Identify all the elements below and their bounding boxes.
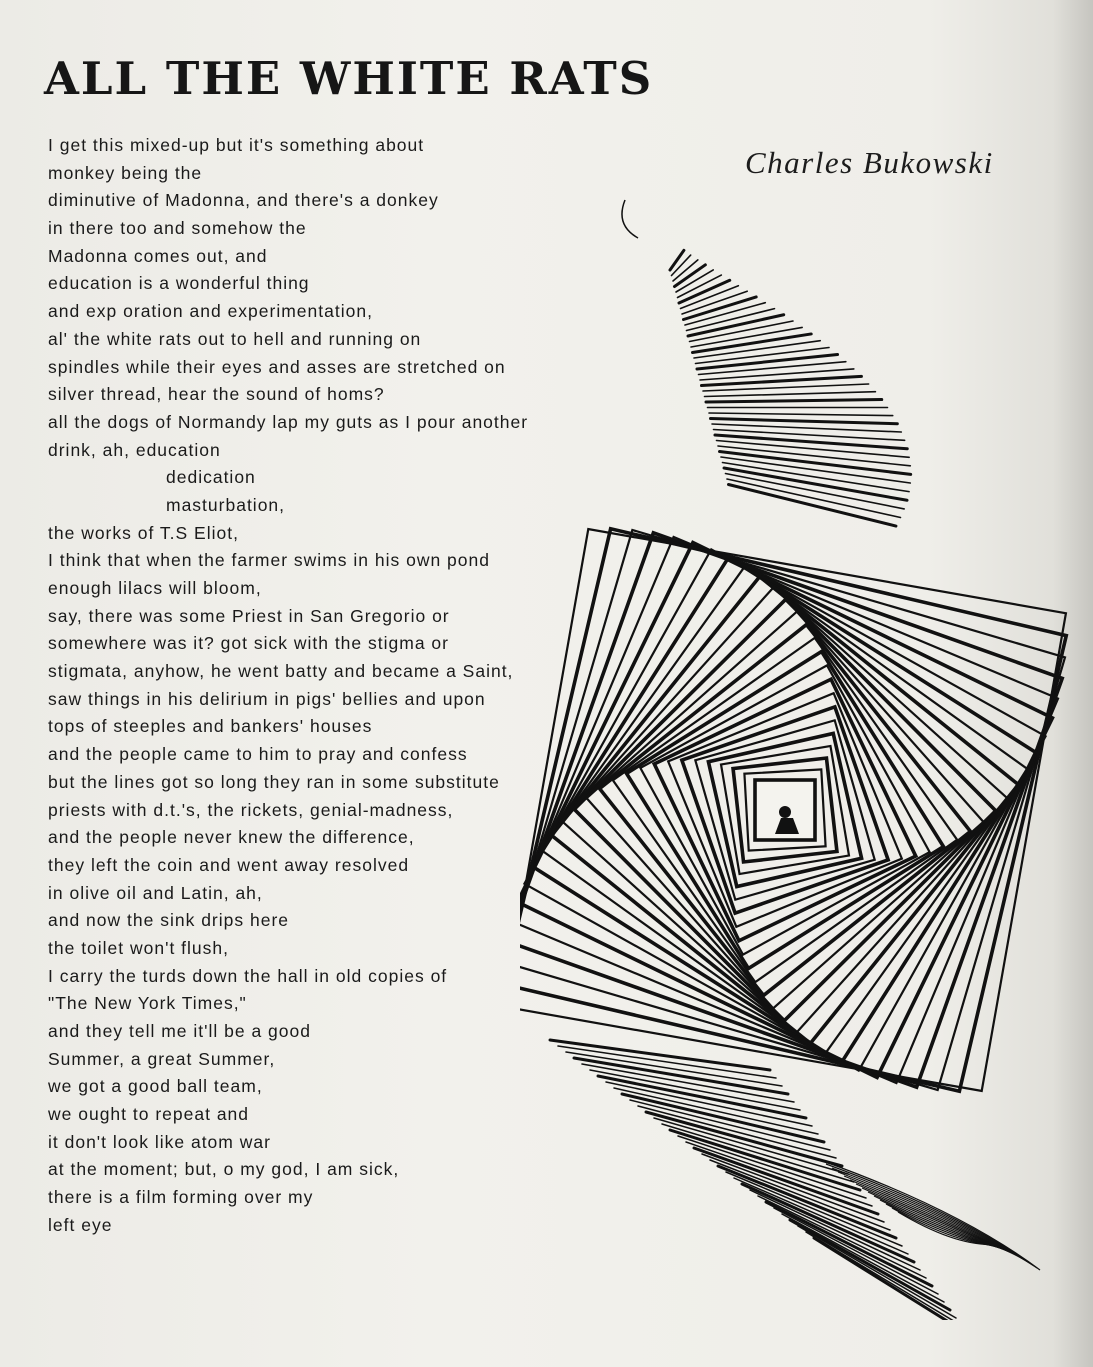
poem-line: left eye [48,1214,113,1235]
figure-head [779,806,791,818]
poem-line: spindles while their eyes and asses are stretched on [48,356,506,377]
poem-line: stigmata, anyhow, he went batty and became a Saint, [48,661,514,682]
fan-stroke-upper [715,435,907,449]
poem-line: there is a film forming over my [48,1187,314,1208]
poem-line: drink, ah, education [48,439,221,460]
poem-line: we ought to repeat and [48,1104,250,1125]
poem-line: dedication [166,467,256,488]
poem-line: monkey being the [48,162,203,183]
poem-line: Madonna comes out, and [48,245,268,266]
poem-line: say, there was some Priest in San Gregorio or [48,605,450,626]
poem-line: I carry the turds down the hall in old copies of [48,965,448,986]
poem-line: saw things in his delirium in pigs' bellies and upon [48,688,486,709]
fan-stroke-lower [630,1100,830,1150]
poem-line: Summer, a great Summer, [48,1048,276,1069]
poem-line: and exp oration and experimentation, [48,301,373,322]
fan-stroke-upper [709,413,893,416]
fan-stroke-upper [711,419,898,424]
fan-stroke-lower [654,1118,848,1174]
poem-line: and the people came to him to pray and confess [48,744,468,765]
poem-line: all the dogs of Normandy lap my guts as I pour another [48,411,529,432]
poem-line: I get this mixed-up but it's something about [48,135,425,155]
poem-line: it don't look like atom war [48,1131,271,1152]
poem-line: but the lines got so long they ran in some substitute [48,771,500,792]
poem-line: at the moment; but, o my god, I am sick, [48,1159,400,1180]
fan-stroke-lower [790,1220,950,1310]
poem-line: in olive oil and Latin, ah, [48,882,263,903]
poem-line: "The New York Times," [48,993,247,1014]
poem-line: and the people never knew the difference, [48,827,415,848]
fan-stroke-upper [670,250,684,270]
poem-line: tops of steeples and bankers' houses [48,716,373,737]
poem-line: enough lilacs will bloom, [48,578,262,598]
poem-line: I think that when the farmer swims in his own pond [48,550,490,571]
poem-author: Charles Bukowski [745,145,994,180]
fan-stroke-upper [723,463,910,492]
fan-stroke-lower [782,1214,944,1302]
poem-line: we got a good ball team, [48,1076,263,1097]
fan-stroke-upper [705,392,876,397]
poem-line: masturbation, [166,494,286,515]
poem-line: and now the sink drips here [48,910,290,931]
fan-stroke-upper [706,400,882,402]
poem-line: silver thread, hear the sound of homs? [48,384,385,405]
poem-line: the works of T.S Eliot, [48,522,239,543]
poem-title: ALL THE WHITE RATS [44,52,654,105]
poem-line: in there too and somehow the [48,218,307,239]
poem-line: the toilet won't flush, [48,937,230,958]
poem-line: priests with d.t.'s, the rickets, genial-madness, [48,799,454,820]
poem-line: and they tell me it'll be a good [48,1021,311,1041]
poem-line: education is a wonderful thing [48,273,310,294]
fan-stroke-upper [699,362,846,375]
poem-line: they left the coin and went away resolved [48,854,410,875]
poem-line: al' the white rats out to hell and running on [48,328,422,349]
poem-line: somewhere was it? got sick with the stigma or [48,633,449,654]
fan-stroke-upper [697,355,838,369]
spiral-tunnel-illustration [520,180,1080,1320]
hook-stroke [622,200,638,238]
poem-line: diminutive of Madonna, and there's a donkey [48,190,439,211]
